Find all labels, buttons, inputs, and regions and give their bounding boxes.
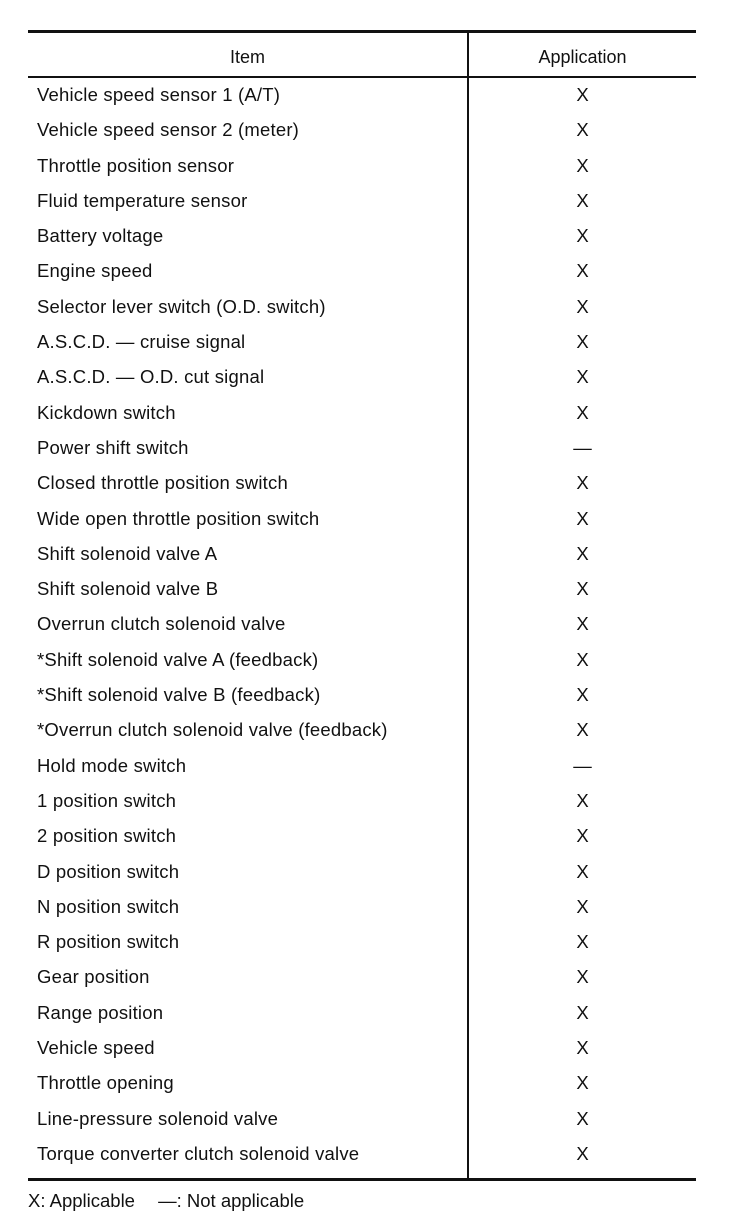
application-cell: X xyxy=(576,84,589,105)
item-cell: Line-pressure solenoid valve xyxy=(37,1107,279,1129)
table-row xyxy=(28,221,696,256)
item-cell: Hold mode switch xyxy=(37,754,187,776)
application-cell: X xyxy=(576,931,589,953)
item-cell: Range position xyxy=(37,1001,164,1023)
item-cell: Throttle position sensor xyxy=(37,154,235,176)
item-cell: Vehicle speed sensor 1 (A/T) xyxy=(37,84,281,105)
application-cell: X xyxy=(576,472,589,494)
item-cell: Kickdown switch xyxy=(37,401,176,423)
item-cell: Wide open throttle position switch xyxy=(37,507,320,529)
table-row xyxy=(28,468,696,503)
table-row xyxy=(28,751,696,786)
table-bottom-rule xyxy=(28,1178,696,1181)
table-row xyxy=(28,327,696,362)
table-row xyxy=(28,574,696,609)
item-cell: Overrun clutch solenoid valve xyxy=(37,613,286,635)
application-cell: X xyxy=(576,719,589,741)
table-row xyxy=(28,680,696,715)
item-cell: Fluid temperature sensor xyxy=(37,189,248,211)
application-cell: X xyxy=(576,1107,589,1129)
table-row xyxy=(28,186,696,221)
table-row xyxy=(28,892,696,927)
application-cell: X xyxy=(576,295,589,317)
application-cell: X xyxy=(576,119,589,141)
application-cell: X xyxy=(576,860,589,882)
application-cell: X xyxy=(576,1142,589,1164)
item-cell: Closed throttle position switch xyxy=(37,472,288,494)
table-row xyxy=(28,504,696,539)
application-cell: X xyxy=(576,260,589,282)
item-cell: Engine speed xyxy=(37,260,153,282)
table-row xyxy=(28,433,696,468)
table-row xyxy=(28,927,696,962)
application-cell: X xyxy=(576,1037,589,1059)
table-row xyxy=(28,821,696,856)
table-row xyxy=(28,1033,696,1068)
item-cell: 2 position switch xyxy=(37,825,177,847)
item-cell: Torque converter clutch solenoid valve xyxy=(37,1142,360,1164)
table-row xyxy=(28,80,696,115)
table-row xyxy=(28,115,696,150)
table-row xyxy=(28,998,696,1033)
item-cell: *Overrun clutch solenoid valve (feedback) xyxy=(37,719,388,741)
legend-applicable: X: Applicable xyxy=(28,1190,135,1211)
item-cell: Shift solenoid valve A xyxy=(37,542,218,564)
table-row xyxy=(28,151,696,186)
application-cell: X xyxy=(576,613,589,635)
table-row xyxy=(28,256,696,291)
header-rule xyxy=(28,76,696,78)
item-cell: N position switch xyxy=(37,895,180,917)
item-cell: A.S.C.D. — O.D. cut signal xyxy=(37,366,265,388)
legend xyxy=(28,1188,322,1214)
application-cell: X xyxy=(576,684,589,706)
table-row xyxy=(28,539,696,574)
table-row xyxy=(28,398,696,433)
table-row xyxy=(28,645,696,680)
application-cell: X xyxy=(576,789,589,811)
application-cell: X xyxy=(576,331,589,353)
table-row xyxy=(28,609,696,644)
application-cell: X xyxy=(576,507,589,529)
application-cell: X xyxy=(576,648,589,670)
application-cell: X xyxy=(576,1001,589,1023)
column-header-item: Item xyxy=(229,47,265,67)
application-cell: X xyxy=(576,154,589,176)
item-cell: Vehicle speed sensor 2 (meter) xyxy=(37,119,300,141)
table-row xyxy=(28,715,696,750)
table-row xyxy=(28,1104,696,1139)
application-cell: X xyxy=(576,401,589,423)
item-cell: D position switch xyxy=(37,860,180,882)
application-cell: X xyxy=(576,542,589,564)
table-row xyxy=(28,786,696,821)
item-cell: Shift solenoid valve B xyxy=(37,578,219,600)
item-cell: Battery voltage xyxy=(37,225,164,247)
item-cell: Selector lever switch (O.D. switch) xyxy=(37,295,326,317)
table-row xyxy=(28,292,696,327)
application-cell: X xyxy=(576,895,589,917)
application-cell: X xyxy=(576,578,589,600)
item-cell: Power shift switch xyxy=(37,436,189,458)
application-cell: X xyxy=(576,225,589,247)
table-body xyxy=(28,80,696,1174)
table-row xyxy=(28,962,696,997)
item-cell: R position switch xyxy=(37,931,180,953)
application-cell: — xyxy=(573,436,592,458)
item-cell: Gear position xyxy=(37,966,150,988)
column-header-application: Application xyxy=(538,47,627,67)
item-cell: *Shift solenoid valve B (feedback) xyxy=(37,684,321,706)
application-cell: X xyxy=(576,825,589,847)
item-cell: *Shift solenoid valve A (feedback) xyxy=(37,648,319,670)
application-cell: — xyxy=(573,754,592,776)
table-row xyxy=(28,1139,696,1174)
table-row xyxy=(28,1068,696,1103)
table-row xyxy=(28,857,696,892)
item-cell: A.S.C.D. — cruise signal xyxy=(37,331,246,353)
application-cell: X xyxy=(576,189,589,211)
legend-not-applicable: —: Not applicable xyxy=(158,1190,305,1211)
application-cell: X xyxy=(576,1072,589,1094)
application-cell: X xyxy=(576,366,589,388)
table-row xyxy=(28,362,696,397)
table-top-rule xyxy=(28,30,696,33)
item-cell: Vehicle speed xyxy=(37,1037,155,1059)
application-cell: X xyxy=(576,966,589,988)
item-cell: Throttle opening xyxy=(37,1072,174,1094)
item-cell: 1 position switch xyxy=(37,789,177,811)
